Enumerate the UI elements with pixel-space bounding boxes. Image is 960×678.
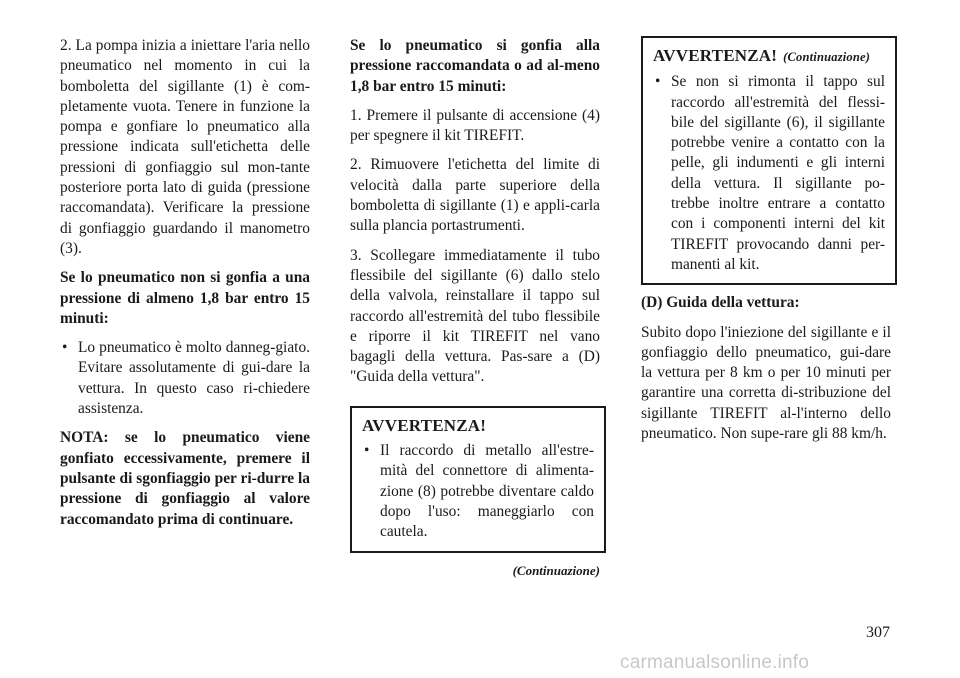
- drive-paragraph: Subito dopo l'iniezione del sigillante e il gonfiaggio dello pneumatico, gui-dare la vettura per 8 km o per 10 minuti per garantire una corretta di-stribuzione del sigillante TIREFIT al-l'interno dello pneumatico. Non supe-rare gli 88 km/h.: [641, 323, 891, 443]
- warning-title-text: AVVERTENZA!: [653, 46, 778, 65]
- warning-box-continued: [641, 36, 897, 285]
- note-paragraph: NOTA: se lo pneumatico viene gonfiato eccessivamente, premere il pulsante di sgonfiaggio per ri-durre la pressione di gonfiaggio al valore raccomandato prima di continuare.: [60, 429, 310, 528]
- step-2-paragraph: 2. La pompa inizia a iniettare l'aria nello pneumatico nel momento in cui la bomboletta del sigillante (1) è com-pletamente vuota. Tenere in funzione la pompa e gonfiare lo pneumatico alla pressione indicata sull'etichetta delle pressioni di gonfiaggio sul mon-tante posteriore porta lato di guida (pressione raccomandata). Verificare la pressione di gonfiaggio guardando il manometro (3).: [60, 37, 310, 257]
- watermark: carmanualsonline.info: [620, 652, 810, 673]
- page-number: 307: [866, 624, 890, 641]
- heading-not-inflate: Se lo pneumatico non si gonfia a una pressione di almeno 1,8 bar entro 15 minuti:: [60, 269, 310, 327]
- warning-bullet: • Il raccordo di metallo all'estre-mità del connettore di alimenta-zione (8) potrebbe diventare caldo dopo l'uso: maneggiarlo con cautela.: [362, 441, 594, 542]
- warning-title-continued: [653, 46, 885, 67]
- column-middle: [350, 36, 600, 581]
- warning-bullet-continued: • Se non si rimonta il tappo sul raccordo all'estremità del flessi-bile del sigillante (6), il sigillante potrebbe venire a contatto con la pelle, gli indumenti e gli interni della vettura. Il sigillante po-trebbe inoltre entrare a contatto con i componenti interni del kit TIREFIT provocando danni per-manenti al kit.: [653, 72, 885, 275]
- continuation-note: (Continuazione): [512, 562, 600, 578]
- step-3-paragraph: 3. Scollegare immediatamente il tubo flessibile del sigillante (6) dallo stelo della valvola, reinstallare il tappo sul raccordo all'estremità del tubo flessibile e riporre il kit TIREFIT nel vano bagagli della vettura. Pas-sare a (D) "Guida della vettura".: [350, 246, 600, 386]
- warning-title: AVVERTENZA!: [362, 415, 487, 435]
- warning-box: [350, 406, 606, 553]
- bullet-damaged: • Lo pneumatico è molto danneg-giato. Evitare assolutamente di gui-dare la vettura. In questo caso ri-chiedere assistenza.: [60, 338, 310, 419]
- heading-inflates: Se lo pneumatico si gonfia alla pressione raccomandata o ad al-meno 1,8 bar entro 15 minuti:: [350, 37, 600, 95]
- warning-continuation-label: (Continuazione): [783, 50, 871, 64]
- column-left: [60, 36, 310, 539]
- step-2-label-paragraph: 2. Rimuovere l'etichetta del limite di velocità dalla parte superiore della bomboletta di sigillante (1) e appli-carla sulla plancia portastrumenti.: [350, 156, 600, 235]
- column-right: [641, 36, 891, 453]
- step-1-paragraph: 1. Premere il pulsante di accensione (4) per spegnere il kit TIREFIT.: [350, 106, 600, 145]
- heading-drive: (D) Guida della vettura:: [641, 294, 800, 312]
